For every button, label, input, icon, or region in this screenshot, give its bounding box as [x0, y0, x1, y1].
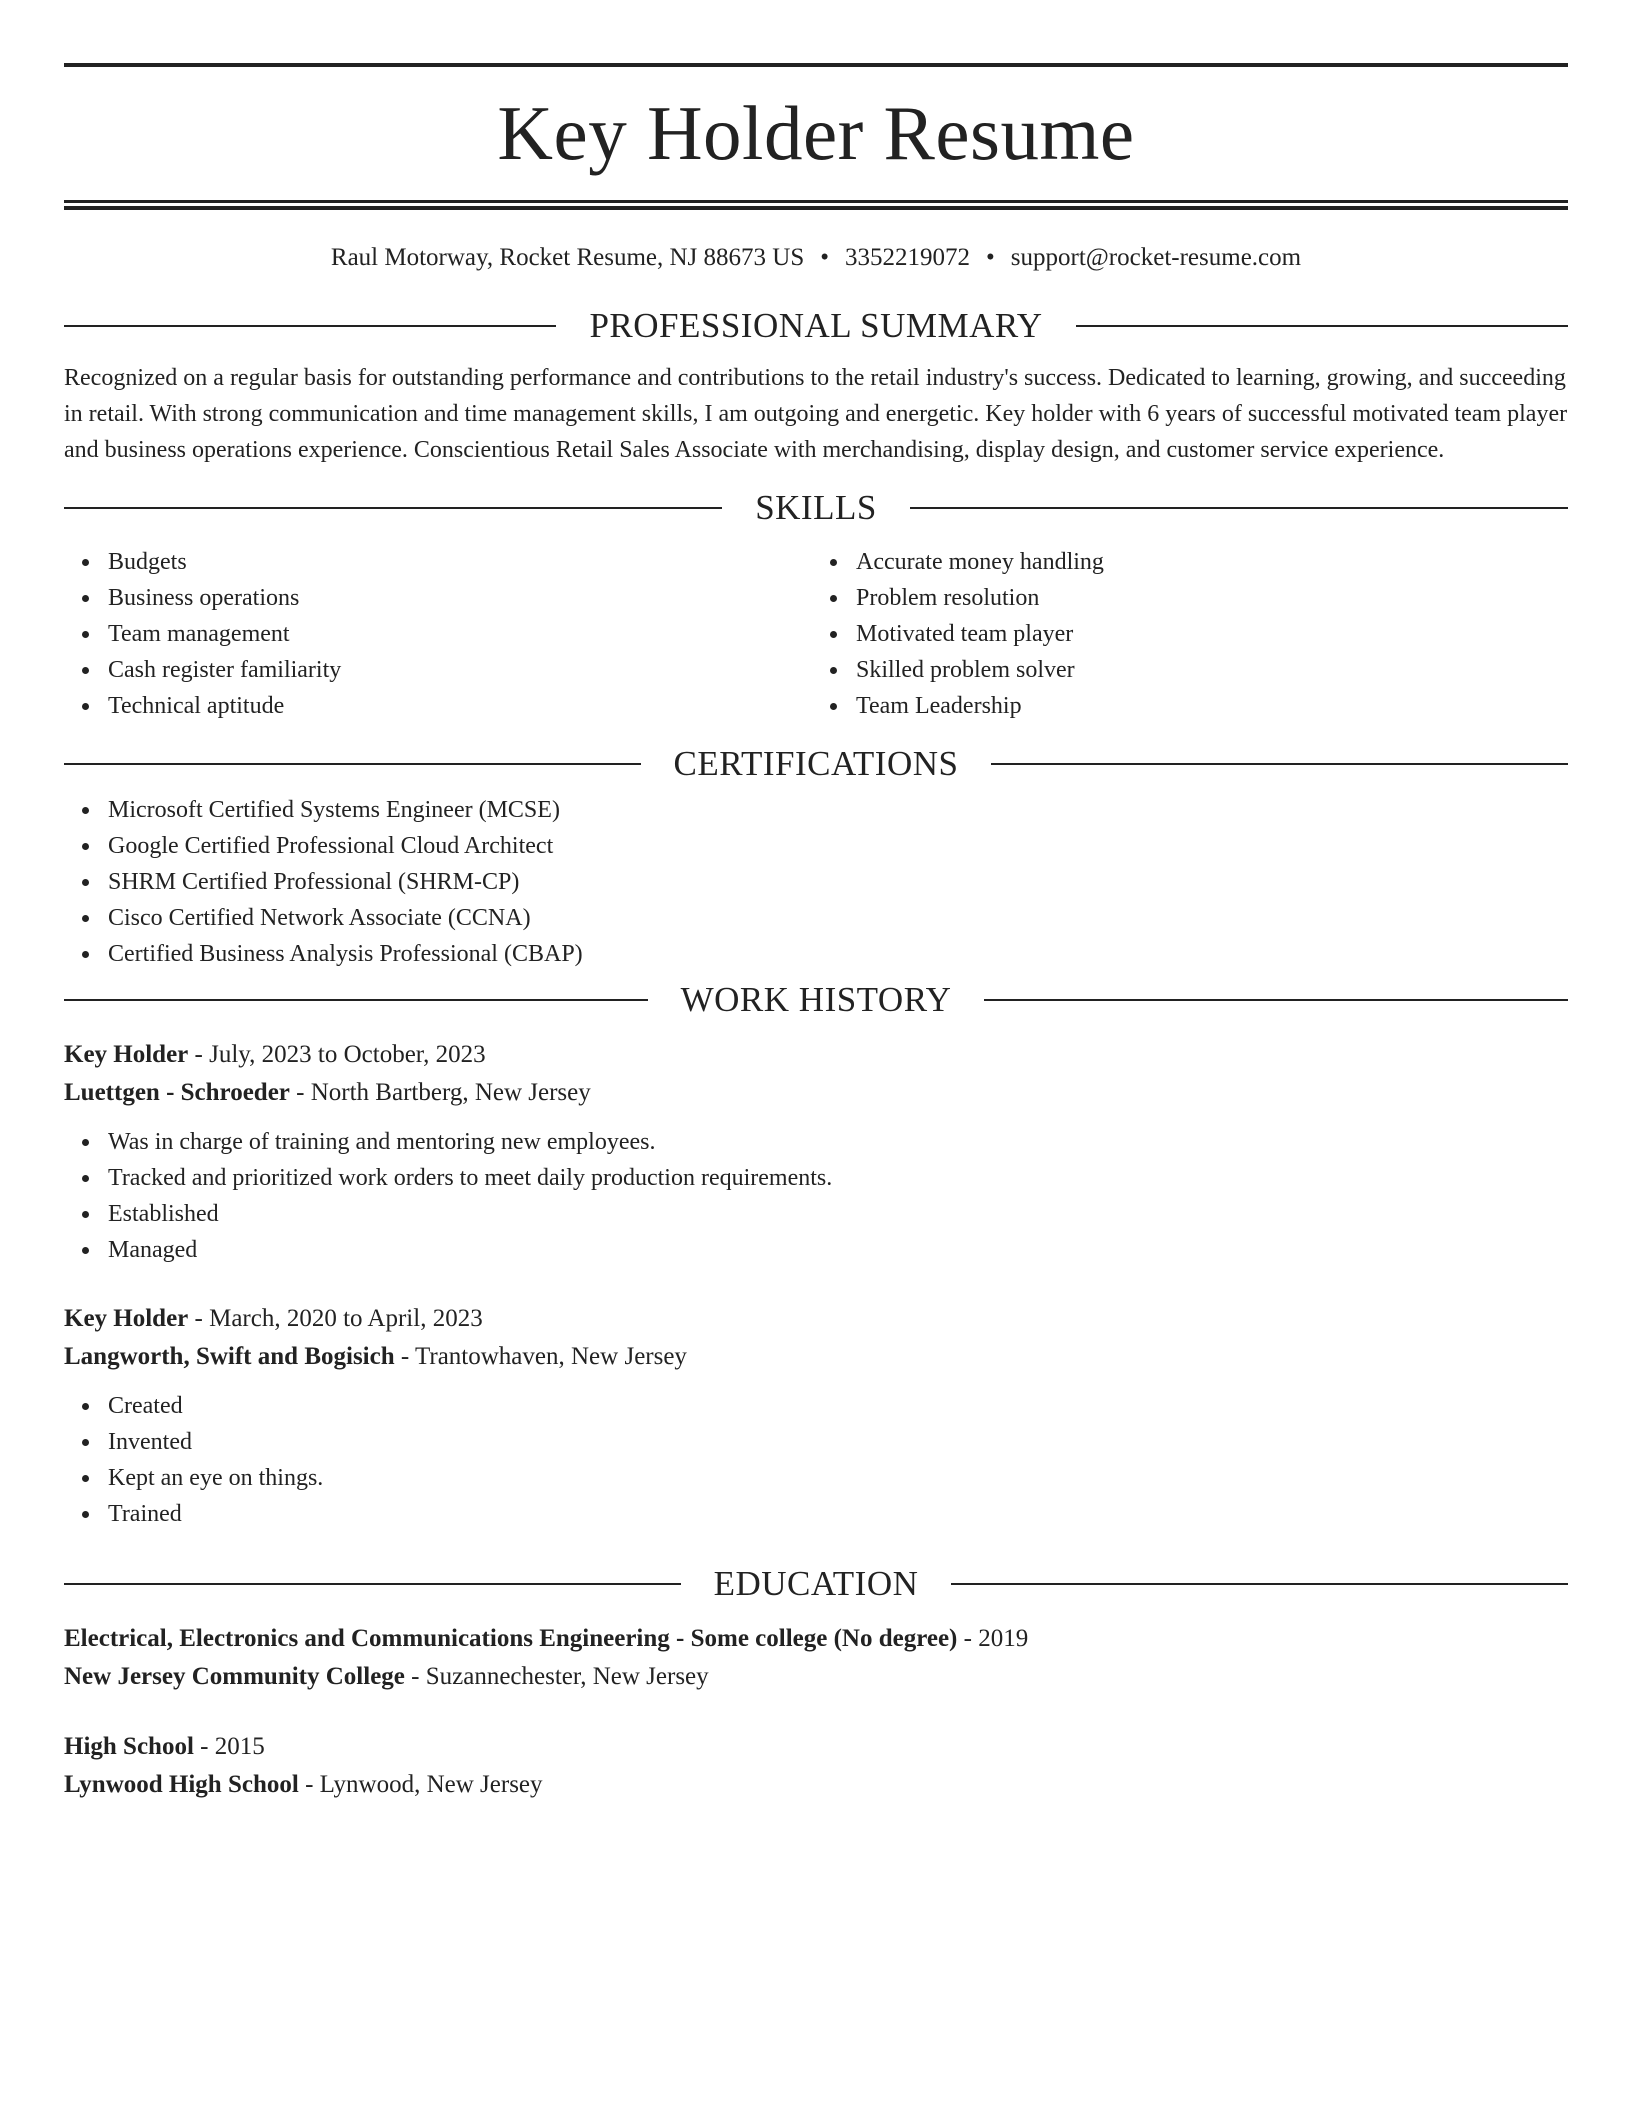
education-entry [64, 1728, 1568, 1804]
certification-item: Google Certified Professional Cloud Architect [108, 828, 1568, 864]
heading-rule [64, 507, 722, 509]
education-school: New Jersey Community College [64, 1663, 405, 1690]
job-entry [64, 1300, 1568, 1532]
skill-item: Business operations [108, 580, 816, 616]
job-duties-list [64, 1124, 1568, 1268]
skills-column-left [64, 544, 816, 724]
job-location: - North Bartberg, New Jersey [289, 1079, 591, 1106]
section-title: PROFESSIONAL SUMMARY [589, 306, 1043, 345]
job-title-line [64, 1300, 1568, 1338]
section-heading-certifications [64, 736, 1568, 792]
skill-item: Problem resolution [856, 580, 1568, 616]
contact-separator: • [986, 244, 995, 271]
skills-list [64, 544, 816, 724]
skill-item: Accurate money handling [856, 544, 1568, 580]
education-entry [64, 1620, 1568, 1696]
education-school-line [64, 1766, 1568, 1804]
education-degree: High School [64, 1733, 194, 1760]
heading-rule [951, 1583, 1568, 1585]
section-title: CERTIFICATIONS [673, 744, 959, 783]
job-dates: - March, 2020 to April, 2023 [188, 1305, 483, 1332]
certification-item: Certified Business Analysis Professional (CBAP) [108, 936, 1568, 972]
job-company: Luettgen - Schroeder [64, 1079, 290, 1106]
job-dates: - July, 2023 to October, 2023 [188, 1041, 486, 1068]
job-duties-list [64, 1388, 1568, 1532]
duty-item: Was in charge of training and mentoring new employees. [108, 1124, 1568, 1160]
skill-item: Skilled problem solver [856, 652, 1568, 688]
certifications-list [64, 792, 1568, 972]
section-title: SKILLS [755, 488, 877, 527]
job-title-line [64, 1036, 1568, 1074]
section-heading-summary [64, 298, 1568, 354]
heading-rule [64, 763, 641, 765]
duty-item: Kept an eye on things. [108, 1460, 1568, 1496]
contact-separator: • [820, 244, 830, 271]
education-degree-line [64, 1620, 1568, 1658]
job-title: Key Holder [64, 1305, 189, 1332]
resume-title: Key Holder Resume [497, 90, 1135, 176]
heading-rule [64, 325, 556, 327]
section-title: WORK HISTORY [680, 980, 952, 1019]
education-school: Lynwood High School [64, 1771, 299, 1798]
certification-item: Microsoft Certified Systems Engineer (MCSE) [108, 792, 1568, 828]
section-heading-work-history [64, 972, 1568, 1028]
duty-item: Created [108, 1388, 1568, 1424]
education-location: - Lynwood, New Jersey [298, 1771, 543, 1798]
heading-rule [64, 1583, 681, 1585]
section-heading-education [64, 1556, 1568, 1612]
duty-item: Trained [108, 1496, 1568, 1532]
education-year: - 2019 [957, 1625, 1029, 1652]
education-school-line [64, 1658, 1568, 1696]
skills-list [816, 544, 1568, 724]
title-double-rule [64, 200, 1568, 210]
education-year: - 2015 [193, 1733, 265, 1760]
job-company-line [64, 1074, 1568, 1112]
heading-rule [910, 507, 1568, 509]
job-company: Langworth, Swift and Bogisich [64, 1343, 395, 1370]
heading-rule [64, 999, 648, 1001]
job-title: Key Holder [64, 1041, 189, 1068]
summary-paragraph: Recognized on a regular basis for outstanding performance and contributions to the retail industry's success. Dedicated to learning, growing, and succeeding in retail. With strong communication and time management skills, I am outgoing and energetic. Key holder with 6 years of successful motivated team player and business operations experience. Conscientious Retail Sales Associate with merchandising, display design, and customer service experience. [64, 365, 1568, 463]
duty-item: Invented [108, 1424, 1568, 1460]
job-company-line [64, 1338, 1568, 1376]
education-degree-line [64, 1728, 1568, 1766]
education-degree: Electrical, Electronics and Communications Engineering - Some college (No degree) [64, 1625, 958, 1652]
contact-address: Raul Motorway, Rocket Resume, NJ 88673 US [330, 244, 805, 271]
contact-email: support@rocket-resume.com [1010, 244, 1302, 271]
job-location: - Trantowhaven, New Jersey [394, 1343, 687, 1370]
skill-item: Motivated team player [856, 616, 1568, 652]
skill-item: Team Leadership [856, 688, 1568, 724]
heading-rule [1076, 325, 1568, 327]
certification-item: SHRM Certified Professional (SHRM-CP) [108, 864, 1568, 900]
section-heading-skills [64, 480, 1568, 536]
duty-item: Tracked and prioritized work orders to meet daily production requirements. [108, 1160, 1568, 1196]
duty-item: Managed [108, 1232, 1568, 1268]
education-location: - Suzannechester, New Jersey [404, 1663, 709, 1690]
skills-grid [64, 544, 1568, 724]
skill-item: Team management [108, 616, 816, 652]
contact-phone: 3352219072 [845, 244, 971, 271]
heading-rule [984, 999, 1568, 1001]
certification-item: Cisco Certified Network Associate (CCNA) [108, 900, 1568, 936]
job-entry [64, 1036, 1568, 1268]
duty-item: Established [108, 1196, 1568, 1232]
skills-column-right [816, 544, 1568, 724]
section-title: EDUCATION [713, 1564, 919, 1603]
skill-item: Cash register familiarity [108, 652, 816, 688]
heading-rule [991, 763, 1568, 765]
skill-item: Budgets [108, 544, 816, 580]
skill-item: Technical aptitude [108, 688, 816, 724]
contact-line [64, 242, 1568, 274]
